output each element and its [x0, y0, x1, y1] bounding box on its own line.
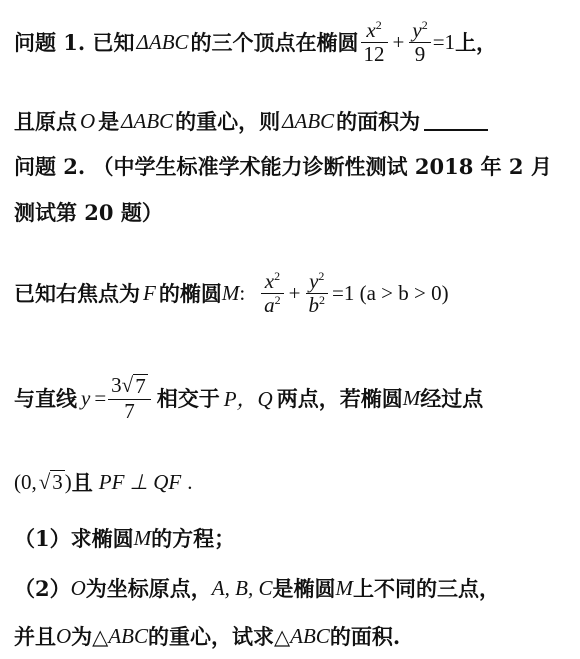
question-2	[14, 572, 572, 604]
origin-o: O	[80, 108, 96, 133]
text: （2）	[14, 576, 71, 601]
text: 的方程；	[151, 526, 236, 551]
triangle-abc: ABC	[108, 623, 148, 648]
fraction-3sqrt7-over-7: 3 √ 7 7	[108, 374, 151, 421]
problem1-line2	[14, 104, 572, 138]
equation-rhs: =1	[432, 29, 456, 54]
text: 问题 2. （中学生标准学术能力诊断性测试 2018 年 2 月	[14, 154, 552, 179]
text: 与直线	[14, 386, 77, 411]
text: （1）求椭圆	[14, 526, 134, 551]
text: 的三个顶点在椭圆	[190, 30, 359, 55]
ellipse-m: M	[402, 385, 421, 410]
text: 为△	[71, 624, 109, 649]
answer-blank	[424, 111, 488, 131]
fraction-x2-over-12: $\frac{x^2}{12}$	[361, 19, 388, 64]
text: 相交于	[156, 386, 220, 411]
text: 的面积为	[336, 109, 421, 134]
problem2-line-y: 与直线 y = 3 √ 7 7 相交于 P，Q 两点，若椭圆 M 经过点	[14, 373, 484, 423]
points-abc: A, B, C	[211, 575, 273, 600]
problem2-title-cont	[14, 196, 572, 228]
text: 的面积.	[329, 624, 401, 649]
fraction-y2-over-9: $\frac{y^2}{9}$	[409, 19, 430, 64]
origin-o: O	[56, 623, 72, 648]
triangle-abc: ΔABC	[282, 108, 335, 133]
text: 问题 1. 已知	[14, 30, 135, 55]
problem2-ellipse-line: 已知右焦点为 F 的椭圆 M : $\frac{x^2}{a^2}$ + $\frac{y^2}{b^2}$ =1 (a > b > 0)	[14, 269, 449, 317]
triangle-abc: ΔABC	[121, 108, 174, 133]
question-1	[14, 522, 572, 554]
triangle-abc: ABC	[290, 623, 330, 648]
problem2-title	[14, 150, 572, 182]
text: 经过点	[420, 386, 484, 411]
problem1-line1: 问题 1. 已知 ΔABC 的三个顶点在椭圆 $\frac{x^2}{12}$ + $\frac{y^2}{9}$ =1 上，	[14, 18, 498, 66]
text: 已知右焦点为	[14, 281, 140, 306]
focus-f: F	[143, 280, 156, 305]
text: 两点，若椭圆	[276, 386, 403, 411]
fraction-x2-over-a2: $\frac{x^2}{a^2}$	[261, 270, 284, 315]
text: 的椭圆	[158, 281, 222, 306]
question-2-cont	[14, 620, 572, 652]
text: 且	[71, 470, 93, 495]
equation-rhs: =1 (a > b > 0)	[332, 280, 449, 305]
var-y: y	[81, 385, 91, 410]
text: 且原点	[14, 109, 77, 134]
perpendicular-condition: PF ⊥ QF	[98, 469, 182, 494]
problem2-point-line: (0, √ 3 ) 且 PF ⊥ QF .	[14, 464, 572, 500]
ellipse-m: M	[133, 525, 152, 550]
text: 为坐标原点，	[85, 576, 212, 601]
text: 的重心，试求△	[148, 624, 291, 649]
triangle-abc: ΔABC	[136, 29, 189, 54]
text: 的重心，则	[175, 109, 281, 134]
text: 上不同的三点，	[352, 576, 500, 601]
origin-o: O	[70, 575, 86, 600]
text: 测试第 20 题）	[14, 200, 163, 225]
text: 上，	[455, 30, 498, 55]
fraction-y2-over-b2: $\frac{y^2}{b^2}$	[306, 270, 329, 315]
points-pq: P，Q	[223, 387, 273, 411]
ellipse-m: M	[221, 280, 240, 305]
text: 并且	[14, 624, 56, 649]
ellipse-m: M	[335, 575, 353, 600]
text: 是	[98, 109, 120, 134]
text: 是椭圆	[272, 576, 336, 601]
